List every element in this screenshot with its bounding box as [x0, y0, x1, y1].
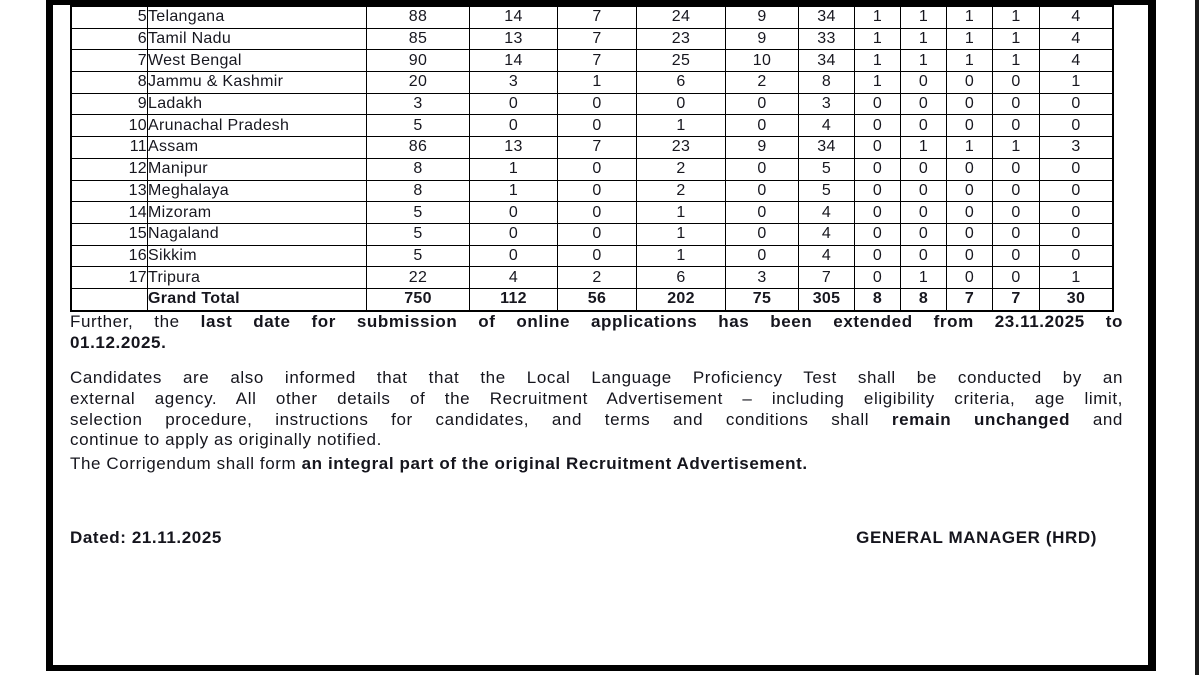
value-cell: 0 [947, 158, 993, 180]
value-cell: 1 [637, 202, 726, 224]
value-cell: 0 [993, 223, 1040, 245]
table-row [71, 6, 1113, 28]
text-segment: continue to apply as originally notified. [70, 430, 382, 450]
value-cell: 4 [799, 245, 855, 267]
value-cell: 23 [637, 28, 726, 50]
state-name-cell: Assam [148, 137, 367, 159]
value-cell: 1 [855, 28, 901, 50]
value-cell: 0 [855, 180, 901, 202]
serial-number-cell: 15 [71, 223, 148, 245]
state-name-cell: Ladakh [148, 93, 367, 115]
value-cell: 5 [367, 245, 470, 267]
value-cell: 4 [1040, 28, 1114, 50]
value-cell: 14 [470, 50, 558, 72]
value-cell: 0 [855, 158, 901, 180]
value-cell: 0 [993, 202, 1040, 224]
value-cell: 4 [1040, 6, 1114, 28]
value-cell: 0 [901, 180, 947, 202]
value-cell: 0 [726, 202, 799, 224]
value-cell: 5 [799, 180, 855, 202]
value-cell: 0 [855, 202, 901, 224]
value-cell: 1 [855, 72, 901, 94]
state-name-cell: Tripura [148, 267, 367, 289]
value-cell: 14 [470, 6, 558, 28]
value-cell: 0 [947, 180, 993, 202]
text-segment: last date for submission of online applications has been extended from 23.11.2025 to [200, 312, 1123, 331]
value-cell: 0 [726, 115, 799, 137]
text-segment: an integral part of the original Recruitment Advertisement. [301, 454, 808, 473]
value-cell: 1 [947, 6, 993, 28]
value-cell: 75 [726, 288, 799, 310]
value-cell: 1 [470, 180, 558, 202]
value-cell: 0 [637, 93, 726, 115]
value-cell: 0 [855, 137, 901, 159]
value-cell: 0 [855, 115, 901, 137]
value-cell: 0 [947, 245, 993, 267]
value-cell: 9 [726, 6, 799, 28]
serial-number-cell: 6 [71, 28, 148, 50]
value-cell: 2 [558, 267, 637, 289]
value-cell: 0 [470, 93, 558, 115]
value-cell: 1 [901, 6, 947, 28]
value-cell: 2 [637, 180, 726, 202]
value-cell: 0 [855, 93, 901, 115]
text-segment: The Corrigendum shall form [70, 454, 302, 473]
value-cell: 7 [993, 288, 1040, 310]
value-cell: 5 [367, 115, 470, 137]
table-row [71, 28, 1113, 50]
value-cell: 0 [993, 115, 1040, 137]
state-name-cell: Nagaland [148, 223, 367, 245]
table-row [71, 158, 1113, 180]
serial-number-cell: 12 [71, 158, 148, 180]
value-cell: 5 [799, 158, 855, 180]
text-segment: 01.12.2025. [70, 332, 167, 352]
text-segment: Further, the [70, 312, 201, 331]
value-cell: 1 [947, 50, 993, 72]
value-cell: 8 [855, 288, 901, 310]
value-cell: 3 [367, 93, 470, 115]
value-cell: 5 [367, 223, 470, 245]
value-cell: 0 [558, 115, 637, 137]
value-cell: 1 [947, 28, 993, 50]
value-cell: 9 [726, 137, 799, 159]
value-cell: 0 [558, 223, 637, 245]
text-line [70, 333, 1123, 354]
state-name-cell: Meghalaya [148, 180, 367, 202]
value-cell: 8 [799, 72, 855, 94]
value-cell: 202 [637, 288, 726, 310]
value-cell: 0 [993, 245, 1040, 267]
serial-number-cell: 13 [71, 180, 148, 202]
value-cell: 0 [558, 93, 637, 115]
text-line [70, 389, 1123, 410]
value-cell: 0 [726, 93, 799, 115]
value-cell: 0 [947, 93, 993, 115]
value-cell: 85 [367, 28, 470, 50]
value-cell: 0 [726, 180, 799, 202]
value-cell: 1 [901, 267, 947, 289]
value-cell: 34 [799, 6, 855, 28]
value-cell: 5 [367, 202, 470, 224]
text-segment: Candidates are also informed that that the Local Language Proficiency Test shall be conducted by an [70, 368, 1123, 387]
value-cell: 7 [558, 137, 637, 159]
value-cell: 0 [947, 223, 993, 245]
state-name-cell: Tamil Nadu [148, 28, 367, 50]
value-cell: 0 [470, 202, 558, 224]
value-cell: 8 [901, 288, 947, 310]
value-cell: 4 [799, 223, 855, 245]
text-segment: selection procedure, instructions for candidates, and terms and conditions shall [70, 409, 892, 429]
value-cell: 25 [637, 50, 726, 72]
table-row [71, 202, 1113, 224]
value-cell: 0 [901, 158, 947, 180]
table-row [71, 137, 1113, 159]
value-cell: 3 [1040, 137, 1114, 159]
value-cell: 0 [993, 93, 1040, 115]
value-cell: 9 [726, 28, 799, 50]
value-cell: 3 [726, 267, 799, 289]
value-cell: 1 [855, 6, 901, 28]
value-cell: 13 [470, 28, 558, 50]
value-cell: 1 [901, 137, 947, 159]
value-cell: 1 [901, 28, 947, 50]
table-row [71, 245, 1113, 267]
state-name-cell: Telangana [148, 6, 367, 28]
value-cell: 0 [726, 223, 799, 245]
paragraph-corrigendum-note [70, 454, 1123, 475]
value-cell: 0 [1040, 93, 1114, 115]
value-cell: 13 [470, 137, 558, 159]
table-row [71, 180, 1113, 202]
value-cell: 0 [1040, 202, 1114, 224]
value-cell: 7 [947, 288, 993, 310]
value-cell: 3 [799, 93, 855, 115]
value-cell: 30 [1040, 288, 1114, 310]
table-row [71, 93, 1113, 115]
value-cell: 90 [367, 50, 470, 72]
value-cell: 750 [367, 288, 470, 310]
value-cell: 6 [637, 267, 726, 289]
value-cell: 1 [637, 115, 726, 137]
text-line [70, 430, 1123, 451]
value-cell: 1 [470, 158, 558, 180]
value-cell: 10 [726, 50, 799, 72]
serial-number-cell: 9 [71, 93, 148, 115]
table-row [71, 115, 1113, 137]
value-cell: 0 [558, 245, 637, 267]
value-cell: 0 [1040, 158, 1114, 180]
value-cell: 7 [799, 267, 855, 289]
text-segment: external agency. All other details of the Recruitment Advertisement – including eligibility criteria, age limit, [70, 388, 1123, 408]
value-cell: 34 [799, 137, 855, 159]
value-cell: 6 [637, 72, 726, 94]
value-cell: 0 [901, 223, 947, 245]
value-cell: 1 [993, 28, 1040, 50]
value-cell: 3 [470, 72, 558, 94]
serial-number-cell: 7 [71, 50, 148, 72]
value-cell: 4 [470, 267, 558, 289]
serial-number-cell: 14 [71, 202, 148, 224]
table-row [71, 72, 1113, 94]
value-cell: 0 [947, 202, 993, 224]
value-cell: 0 [855, 267, 901, 289]
text-segment: and [1070, 409, 1123, 429]
value-cell: 86 [367, 137, 470, 159]
value-cell: 8 [367, 158, 470, 180]
dated-label: Dated: 21.11.2025 [70, 528, 222, 547]
value-cell: 24 [637, 6, 726, 28]
value-cell: 56 [558, 288, 637, 310]
value-cell: 4 [799, 115, 855, 137]
text-line [70, 410, 1123, 431]
value-cell: 33 [799, 28, 855, 50]
serial-number-cell: 11 [71, 137, 148, 159]
value-cell: 112 [470, 288, 558, 310]
table-body [71, 6, 1113, 311]
value-cell: 1 [1040, 267, 1114, 289]
table-row [71, 223, 1113, 245]
value-cell: 2 [726, 72, 799, 94]
value-cell: 8 [367, 180, 470, 202]
value-cell: 1 [637, 245, 726, 267]
value-cell: 7 [558, 28, 637, 50]
value-cell: 1 [1040, 72, 1114, 94]
value-cell: 34 [799, 50, 855, 72]
value-cell: 0 [558, 202, 637, 224]
value-cell: 0 [947, 115, 993, 137]
value-cell: 1 [558, 72, 637, 94]
value-cell: 0 [901, 93, 947, 115]
text-line [70, 312, 1123, 333]
value-cell: 1 [947, 137, 993, 159]
value-cell: 0 [1040, 245, 1114, 267]
value-cell: 0 [993, 180, 1040, 202]
text-line [70, 454, 1123, 475]
value-cell: 0 [993, 72, 1040, 94]
value-cell: 7 [558, 50, 637, 72]
value-cell: 305 [799, 288, 855, 310]
value-cell: 4 [1040, 50, 1114, 72]
serial-number-cell: 10 [71, 115, 148, 137]
value-cell: 0 [726, 245, 799, 267]
value-cell: 0 [855, 245, 901, 267]
serial-number-cell: 16 [71, 245, 148, 267]
value-cell: 1 [993, 137, 1040, 159]
value-cell: 0 [470, 245, 558, 267]
value-cell: 4 [799, 202, 855, 224]
value-cell: 1 [993, 50, 1040, 72]
value-cell: 0 [558, 158, 637, 180]
serial-number-cell [71, 288, 148, 310]
value-cell: 2 [637, 158, 726, 180]
state-name-cell: Mizoram [148, 202, 367, 224]
statewise-vacancy-table [70, 5, 1114, 312]
table-row [71, 50, 1113, 72]
text-segment: remain unchanged [891, 409, 1071, 429]
state-name-cell: Sikkim [148, 245, 367, 267]
value-cell: 1 [993, 6, 1040, 28]
serial-number-cell: 8 [71, 72, 148, 94]
value-cell: 0 [947, 267, 993, 289]
serial-number-cell: 5 [71, 6, 148, 28]
value-cell: 0 [470, 115, 558, 137]
value-cell: 0 [901, 202, 947, 224]
value-cell: 23 [637, 137, 726, 159]
state-name-cell: West Bengal [148, 50, 367, 72]
value-cell: 0 [993, 267, 1040, 289]
state-name-cell: Jammu & Kashmir [148, 72, 367, 94]
value-cell: 0 [470, 223, 558, 245]
state-name-cell: Arunachal Pradesh [148, 115, 367, 137]
value-cell: 0 [558, 180, 637, 202]
value-cell: 1 [637, 223, 726, 245]
value-cell: 88 [367, 6, 470, 28]
value-cell: 0 [993, 158, 1040, 180]
value-cell: 0 [947, 72, 993, 94]
value-cell: 7 [558, 6, 637, 28]
paragraph-date-extension [70, 312, 1123, 354]
value-cell: 0 [901, 245, 947, 267]
value-cell: 20 [367, 72, 470, 94]
value-cell: 0 [1040, 115, 1114, 137]
value-cell: 1 [901, 50, 947, 72]
grand-total-row [71, 288, 1113, 310]
value-cell: 0 [1040, 223, 1114, 245]
value-cell: 0 [726, 158, 799, 180]
value-cell: 1 [855, 50, 901, 72]
value-cell: 0 [1040, 180, 1114, 202]
value-cell: 0 [901, 115, 947, 137]
value-cell: 0 [855, 223, 901, 245]
state-name-cell: Manipur [148, 158, 367, 180]
serial-number-cell: 17 [71, 267, 148, 289]
state-name-cell: Grand Total [148, 288, 367, 310]
paragraph-language-test-notice [70, 368, 1123, 451]
table-row [71, 267, 1113, 289]
signatory-label: GENERAL MANAGER (HRD) [856, 528, 1097, 547]
value-cell: 22 [367, 267, 470, 289]
value-cell: 0 [901, 72, 947, 94]
text-line [70, 368, 1123, 389]
viewport-right-edge-line [1195, 0, 1199, 675]
